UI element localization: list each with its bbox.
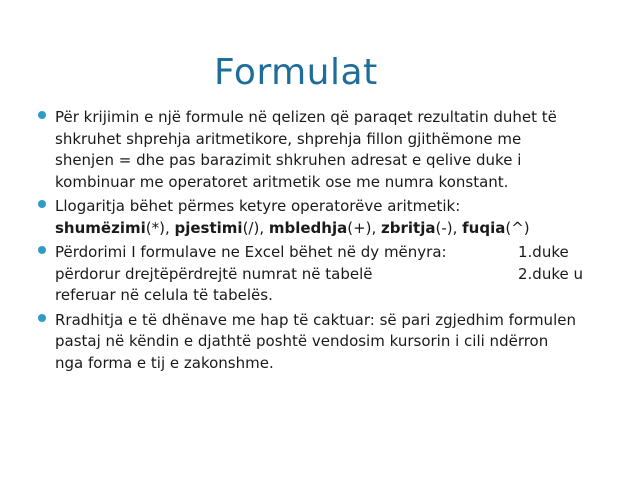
bullet-text (55, 107, 628, 193)
operator-name: zbritja (381, 218, 436, 237)
bullet-text (55, 242, 628, 307)
operator-name: pjestimi (174, 218, 243, 237)
text-row (55, 242, 628, 264)
bullet-item-data-series (38, 310, 628, 375)
bullet-dot-icon (38, 246, 46, 254)
operator-symbol: (*), (145, 218, 175, 237)
text-line: kombinuar me operatoret aritmetik ose me numra konstant. (55, 172, 509, 191)
operator-symbol: (/), (242, 218, 269, 237)
text-line: referuar në celula të tabelës. (55, 286, 273, 304)
bullet-item-formula-creation (38, 107, 628, 193)
text-line: pastaj në këndin e djathtë poshtë vendosim kursorin i cili ndërron (55, 332, 549, 350)
text-line: nga forma e tij e zakonshme. (55, 353, 274, 372)
slide-title: Formulat (214, 52, 378, 93)
text-line: 2.duke u (518, 264, 583, 283)
operator-name: shumëzimi (55, 218, 146, 237)
operator-name: mbledhja (268, 218, 348, 237)
text-line: Rradhitja e të dhënave me hap të caktuar: së pari zgjedhim formulen (55, 310, 576, 329)
bullet-dot-icon (38, 111, 46, 119)
text-line: Përdorimi I formulave ne Excel bëhet në dy mënyra: (55, 243, 447, 261)
text-line: shenjen = dhe pas barazimit shkruhen adresat e qelive duke i (55, 151, 522, 169)
operator-symbol: (^) (505, 218, 530, 237)
bullet-dot-icon (38, 314, 46, 322)
text-line: Për krijimin e një formule në qelizen që paraqet rezultatin duhet të (55, 108, 557, 126)
text-line: 1.duke (518, 243, 569, 261)
bullet-text (55, 310, 628, 375)
bullet-list (38, 107, 628, 377)
text-line: Llogaritja bëhet përmes ketyre operatorëve aritmetik: (55, 197, 461, 215)
bullet-text (55, 196, 628, 239)
bullet-dot-icon (38, 200, 46, 208)
text-line: shkruhet shprehja aritmetikore, shprehja fillon gjithëmone me (55, 129, 522, 148)
text-line: përdorur drejtëpërdrejtë numrat në tabelë (55, 264, 373, 283)
bullet-item-operators (38, 196, 628, 239)
bullet-item-usage-methods (38, 242, 628, 307)
operator-symbol: (-), (435, 218, 463, 237)
operator-symbol: (+), (347, 218, 382, 237)
operator-name: fuqia (462, 218, 506, 237)
text-row (55, 264, 628, 286)
